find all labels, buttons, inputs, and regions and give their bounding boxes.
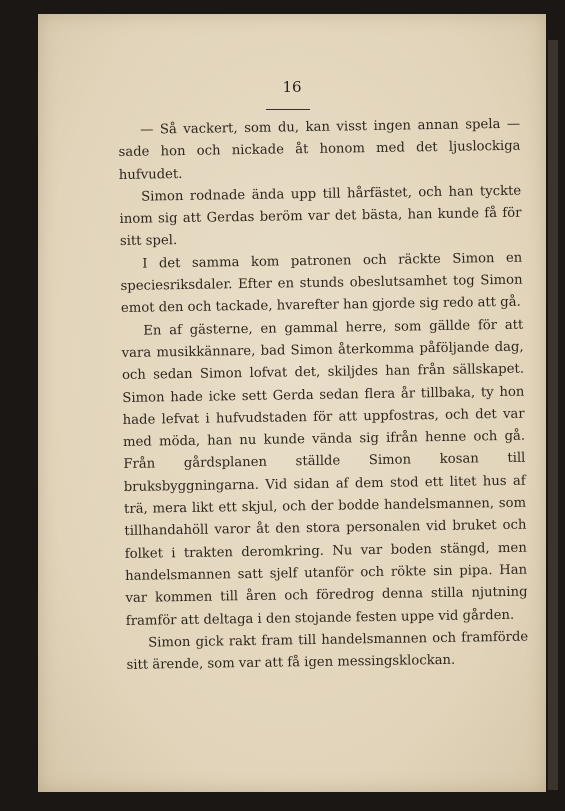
paragraph-1: — Så vackert, som du, kan visst ingen annan spela — sade hon och nickade åt honom med det ljuslockiga hufvudet. [118, 116, 521, 183]
header-rule [266, 109, 310, 110]
page-number: 16 [282, 78, 302, 96]
paragraph-3: I det samma kom patronen och räckte Simon en speciesriksdaler. Efter en stunds obeslutsamhet tog Simon emot den och tackade, hvarefter han gjorde sig redo att gå. [120, 250, 523, 317]
body-text [118, 114, 529, 678]
paragraph-2: Simon rodnade ända upp till hårfästet, och han tyckte inom sig att Gerdas beröm var det bästa, han kunde få för sitt spel. [119, 183, 522, 250]
paragraph-4: En af gästerne, en gammal herre, som gällde för att vara musikkännare, bad Simon återkomma påföljande dag, och sedan Simon lofvat det, skiljdes han från sällskapet. Simon hade icke sett Gerda sedan flera år tillbaka, ty hon hade lefvat i hufvudstaden för att uppfostras, och det var med möda, han nu kunde vända sig ifrån henne och gå. Från gårdsplanen ställde Simon kosan till bruksbyggningarna. Vid sidan af dem stod ett litet hus af trä, mera likt ett skjul, och der bodde handelsmannen, som tillhandahöll varor åt den stora personalen vid bruket och folket i trakten deromkring. Nu var boden stängd, men handelsmannen satt sjelf utanför och rökte sin pipa. Han var kommen till åren och föredrog denna stilla njutning framför att deltaga i den stojande festen uppe vid gården. [121, 317, 528, 629]
book-page [38, 14, 546, 792]
page-edge [548, 40, 558, 790]
paragraph-5: Simon gick rakt fram till handelsmannen och framförde sitt ärende, som var att få igen messingsklockan. [126, 629, 529, 674]
